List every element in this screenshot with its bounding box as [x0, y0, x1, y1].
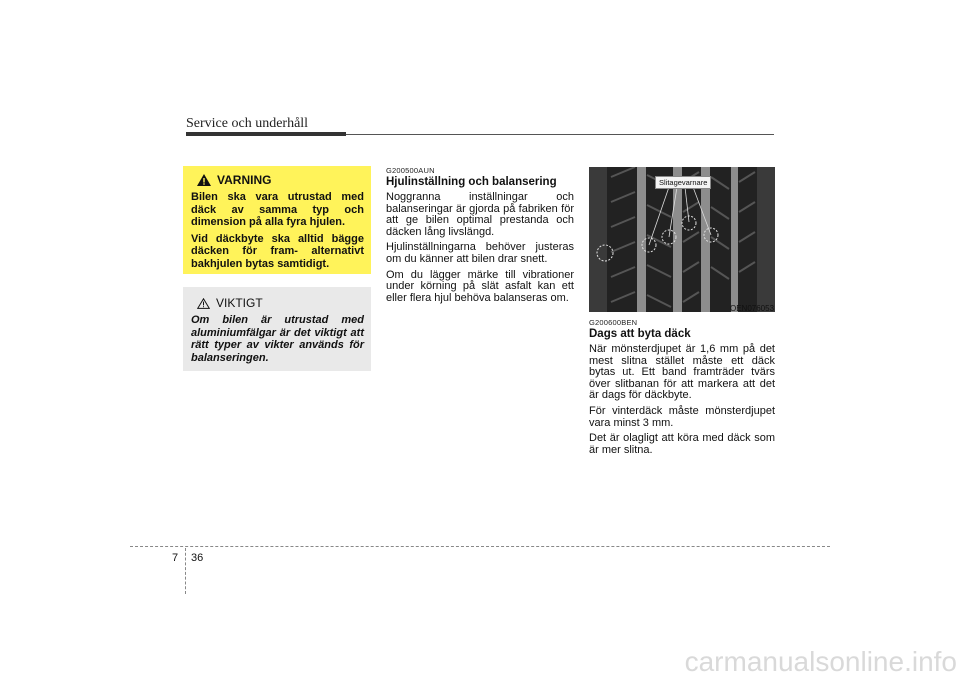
paragraph: När mönsterdjupet är 1,6 mm på det mest slitna stället måste ett däck bytas ut. Ett band framträder tvärs över slitbanan för att markera att det är dags för däckbyte. [589, 343, 775, 402]
tire-image-callout: Slitagevarnare [655, 176, 711, 189]
section-tire-replacement [589, 318, 775, 460]
notice-box [183, 287, 371, 371]
page-number: 36 [191, 552, 204, 564]
warning-header [197, 173, 364, 187]
paragraph: Det är olagligt att köra med däck som är mer slitna. [589, 432, 775, 456]
section-wheel-alignment [386, 166, 574, 308]
header-rule [346, 134, 774, 135]
notice-label: VIKTIGT [216, 296, 263, 310]
warning-box [183, 166, 371, 274]
paragraph: Noggranna inställningar och balanseringar är gjorda på fabriken för att ge bilen optimal prestanda och däcken lång livslängd. [386, 191, 574, 238]
footer-vertical-divider [185, 548, 186, 594]
section-heading: Hjulinställning och balansering [386, 176, 557, 188]
header-bar [186, 132, 346, 136]
notice-header [197, 296, 364, 310]
warning-label: VARNING [217, 173, 272, 187]
warning-triangle-icon [197, 174, 211, 186]
watermark-text: carmanualsonline.info [684, 646, 957, 677]
caution-triangle-icon [197, 298, 210, 309]
section-code: G200600BEN [589, 318, 638, 327]
warning-text: Vid däckbyte ska alltid bägge däcken för fram- alternativt bakhjulen bytas samtidigt. [191, 232, 364, 270]
notice-text: Om bilen är utrustad med aluminiumfälgar är det viktigt att rätt typer av vikter används för balanseringen. [191, 314, 364, 364]
paragraph: För vinterdäck måste mönsterdjupet vara minst 3 mm. [589, 404, 775, 429]
paragraph: Hjulinställningarna behöver justeras om du känner att bilen drar snett. [386, 241, 574, 265]
warning-text: Bilen ska vara utrustad med däck av samma typ och dimension på alla fyra hjulen. [191, 191, 364, 228]
paragraph: Om du lägger märke till vibrationer under körning på slät asfalt kan ett eller flera hjul behöva balanseras om. [386, 268, 574, 304]
chapter-number: 7 [172, 552, 179, 564]
footer-divider [130, 546, 830, 547]
image-reference-code: OEN076053 [730, 304, 775, 313]
section-code: G200500AUN [386, 166, 435, 175]
section-heading: Dags att byta däck [589, 328, 691, 340]
page-header-title: Service och underhåll [186, 116, 309, 131]
